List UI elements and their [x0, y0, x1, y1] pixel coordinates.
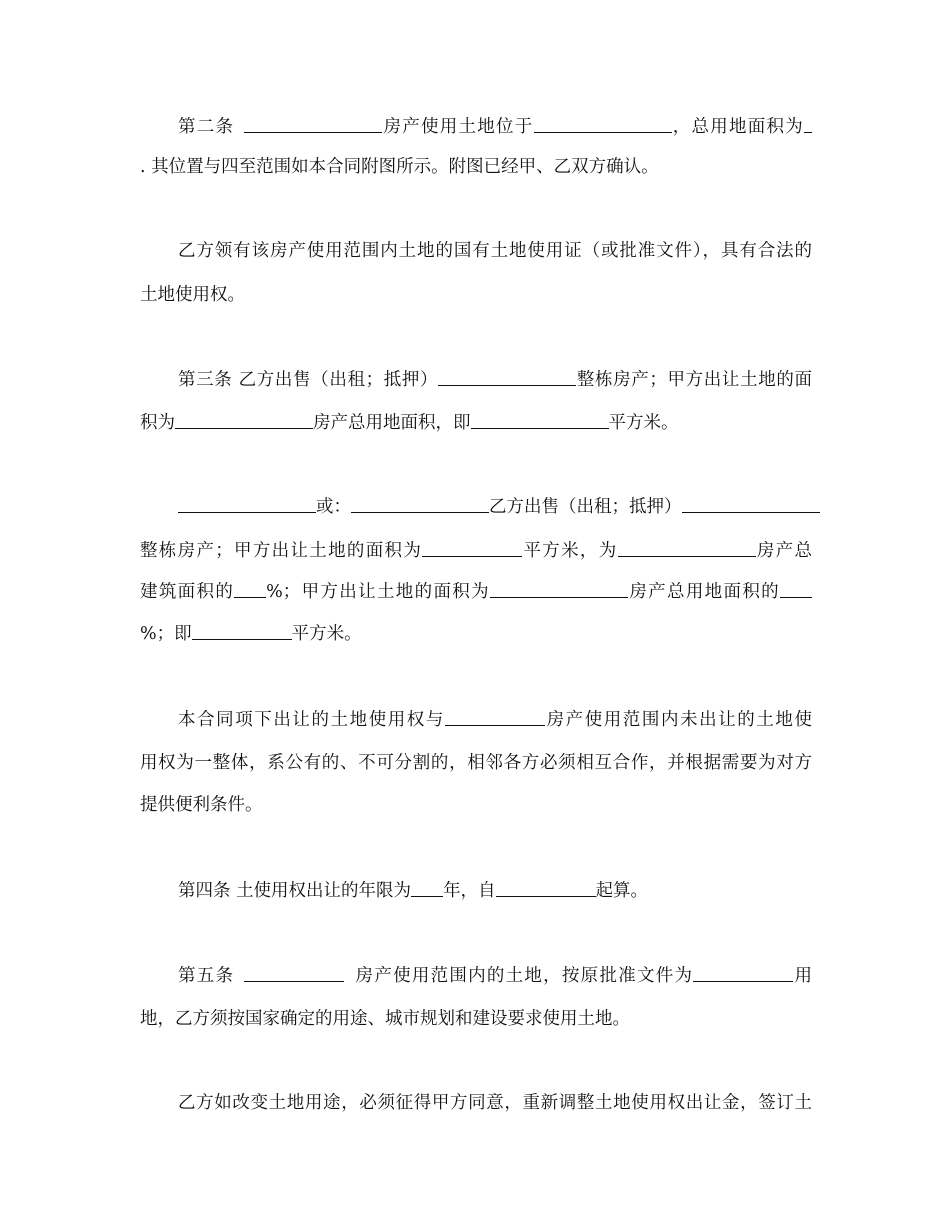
paragraph-line: 乙方领有该房产使用范围内土地的国有土地使用证（或批准文件），具有合法的	[178, 241, 812, 261]
text-segment: 第五条	[178, 966, 235, 986]
text-segment: 整栋房产；甲方出让土地的面	[576, 370, 812, 390]
paragraph-line: 提供便利条件。	[140, 795, 263, 815]
fill-blank[interactable]	[422, 539, 522, 557]
text-segment: 用	[793, 966, 813, 986]
text-segment: 房产使用土地位于	[382, 117, 534, 137]
fill-blank[interactable]	[244, 964, 344, 982]
text-segment: 乙方出售（出租；抵押）	[489, 497, 682, 517]
text-segment: 房产总	[755, 541, 812, 561]
fill-blank[interactable]	[192, 622, 292, 640]
text-segment: 第二条	[178, 117, 235, 137]
alt-clause-line-3	[140, 580, 812, 603]
fill-blank[interactable]	[534, 115, 672, 133]
fill-blank[interactable]	[234, 580, 266, 598]
paragraph-line: 乙方如改变土地用途，必须征得甲方同意，重新调整土地使用权出让金，签订土	[178, 1093, 812, 1113]
text-segment: 平方米。	[291, 624, 362, 644]
paragraph-line: 用权为一整体，系公有的、不可分割的，相邻各方必须相互合作，并根据需要为对方	[140, 753, 812, 773]
fill-blank[interactable]	[178, 495, 316, 513]
text-segment: 平方米，为	[522, 541, 618, 561]
text-segment: %；甲方出让土地的面积为	[266, 582, 490, 602]
fill-blank[interactable]	[351, 495, 489, 513]
article-2-line-2: . 其位置与四至范围如本合同附图所示。附图已经甲、乙双方确认。	[140, 157, 659, 177]
fill-blank[interactable]	[490, 580, 628, 598]
text-segment: 起算。	[595, 881, 649, 901]
fill-blank[interactable]	[682, 495, 820, 513]
alt-clause-line-1	[140, 495, 812, 518]
text-segment: 建筑面积的	[140, 582, 235, 602]
fill-blank[interactable]	[175, 411, 313, 429]
article-5-line-1	[140, 964, 812, 987]
alt-clause-line-2	[140, 539, 812, 562]
fill-blank[interactable]	[804, 115, 812, 133]
text-segment: ，总用地面积为	[671, 117, 804, 137]
fill-blank[interactable]	[693, 964, 793, 982]
fill-blank[interactable]	[411, 879, 443, 897]
article-4-line	[140, 879, 812, 902]
fill-blank[interactable]	[438, 368, 576, 386]
fill-blank[interactable]	[244, 115, 382, 133]
text-segment: 房产总用地面积，即	[313, 413, 471, 433]
text-segment: 房产总用地面积的	[627, 582, 780, 602]
fill-blank[interactable]	[780, 580, 812, 598]
article-3-line-2	[140, 411, 812, 434]
fill-blank[interactable]	[445, 708, 545, 726]
fill-blank[interactable]	[496, 879, 596, 897]
article-5-line-2: 地，乙方须按国家确定的用途、城市规划和建设要求使用土地。	[140, 1009, 630, 1029]
fill-blank[interactable]	[471, 411, 609, 429]
text-segment: 积为	[140, 413, 175, 433]
alt-clause-line-4	[140, 622, 812, 645]
fill-blank[interactable]	[618, 539, 756, 557]
text-segment: 本合同项下出让的土地使用权与	[178, 710, 445, 730]
article-3-line-1	[140, 368, 812, 391]
text-segment: 房产使用范围内的土地，按原批准文件为	[354, 966, 694, 986]
text-segment: 第四条 土使用权出让的年限为	[178, 881, 412, 901]
text-segment: 房产使用范围内未出让的土地使	[545, 710, 812, 730]
text-segment: 或：	[316, 497, 351, 517]
text-segment: 整栋房产；甲方出让土地的面积为	[140, 541, 423, 561]
text-segment: 平方米。	[608, 413, 679, 433]
text-segment: %；即	[140, 624, 192, 644]
paragraph-line	[140, 708, 812, 731]
text-segment: 年，自	[443, 881, 496, 901]
article-2-line-1	[140, 115, 812, 138]
text-segment: 第三条 乙方出售（出租；抵押）	[178, 370, 439, 390]
paragraph-line: 土地使用权。	[140, 285, 245, 305]
